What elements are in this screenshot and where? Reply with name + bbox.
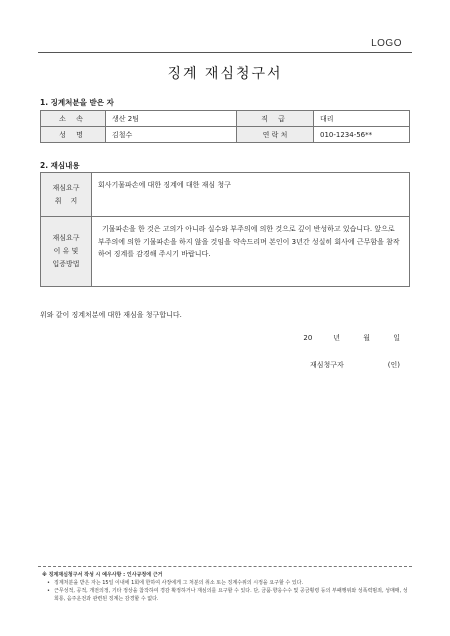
name-label: 성 명 bbox=[41, 127, 106, 143]
contact-label: 연 락 처 bbox=[237, 127, 314, 143]
review-content-table bbox=[40, 172, 410, 287]
list-item: • 징계처분을 받은 자는 15일 이내에 1회에 한하여 사장에게 그 처분의 취소 또는 징계수위의 시정을 요구할 수 있다. bbox=[54, 579, 408, 587]
seal-mark: (인) bbox=[387, 361, 400, 369]
reason-label-line: 입증방법 bbox=[52, 260, 80, 268]
date-month: 월 bbox=[363, 334, 370, 342]
reason-label-line: 이 유 및 bbox=[53, 247, 79, 255]
table-row bbox=[41, 217, 410, 287]
department-label: 소 속 bbox=[41, 111, 106, 127]
claimant-signature bbox=[310, 360, 400, 370]
reason-label-line: 재심요구 bbox=[52, 234, 80, 242]
document-title: 징계 재심청구서 bbox=[167, 66, 283, 82]
name-value: 김철수 bbox=[106, 127, 237, 143]
table-row bbox=[41, 127, 410, 143]
date-line bbox=[303, 333, 400, 343]
position-label: 직 급 bbox=[237, 111, 314, 127]
purpose-label-line: 취 지 bbox=[54, 196, 78, 205]
reason-label bbox=[41, 217, 92, 287]
reason-value: 기물파손을 한 것은 고의가 아니라 실수와 부주의에 의한 것으로 깊이 반성하고 있습니다. 앞으로 부주의에 의한 기물파손을 하지 않을 것임을 약속드리며 본인이 3년간 성실히 회사에 근무함을 참작하여 징계를 감경해 주시기 바랍니다. bbox=[92, 217, 410, 287]
position-value: 대리 bbox=[314, 111, 410, 127]
purpose-label-line: 재심요구 bbox=[52, 183, 80, 192]
section-heading-recipient: 1. 징계처분을 받은 자 bbox=[40, 98, 114, 107]
list-item: • 근무성적, 공적, 개전의정, 기타 정상을 참작하여 경감 확정하거나 재심의를 요구할 수 있다. 단, 금품·향응수수 및 공금횡령 등의 부패행위와 성폭력범죄, 성매매, 성희롱, 음주운전과 관련된 징계는 감경할 수 없다. bbox=[54, 587, 408, 603]
claimant-label: 재심청구자 bbox=[309, 361, 344, 369]
notes-list bbox=[42, 579, 408, 603]
notes-section bbox=[42, 571, 408, 603]
department-value: 생산 2팀 bbox=[106, 111, 237, 127]
section-heading-review: 2. 재심내용 bbox=[40, 161, 80, 170]
purpose-label bbox=[41, 173, 92, 217]
notes-heading: ※ 징계재심청구서 작성 시 예우사항 : 인사규정에 근거 bbox=[42, 572, 163, 578]
contact-value: 010-1234-56** bbox=[314, 127, 410, 143]
request-statement: 위와 같이 징계처분에 대한 재심을 청구합니다. bbox=[40, 311, 182, 319]
table-row bbox=[41, 173, 410, 217]
footer-divider bbox=[38, 566, 412, 567]
recipient-info-table bbox=[40, 110, 410, 143]
table-row bbox=[41, 111, 410, 127]
header-divider bbox=[38, 52, 412, 53]
date-day: 일 bbox=[393, 334, 400, 342]
logo: LOGO bbox=[371, 38, 402, 49]
purpose-value: 회사기물파손에 대한 징계에 대한 재심 청구 bbox=[92, 173, 410, 217]
date-year: 20 년 bbox=[303, 334, 340, 342]
